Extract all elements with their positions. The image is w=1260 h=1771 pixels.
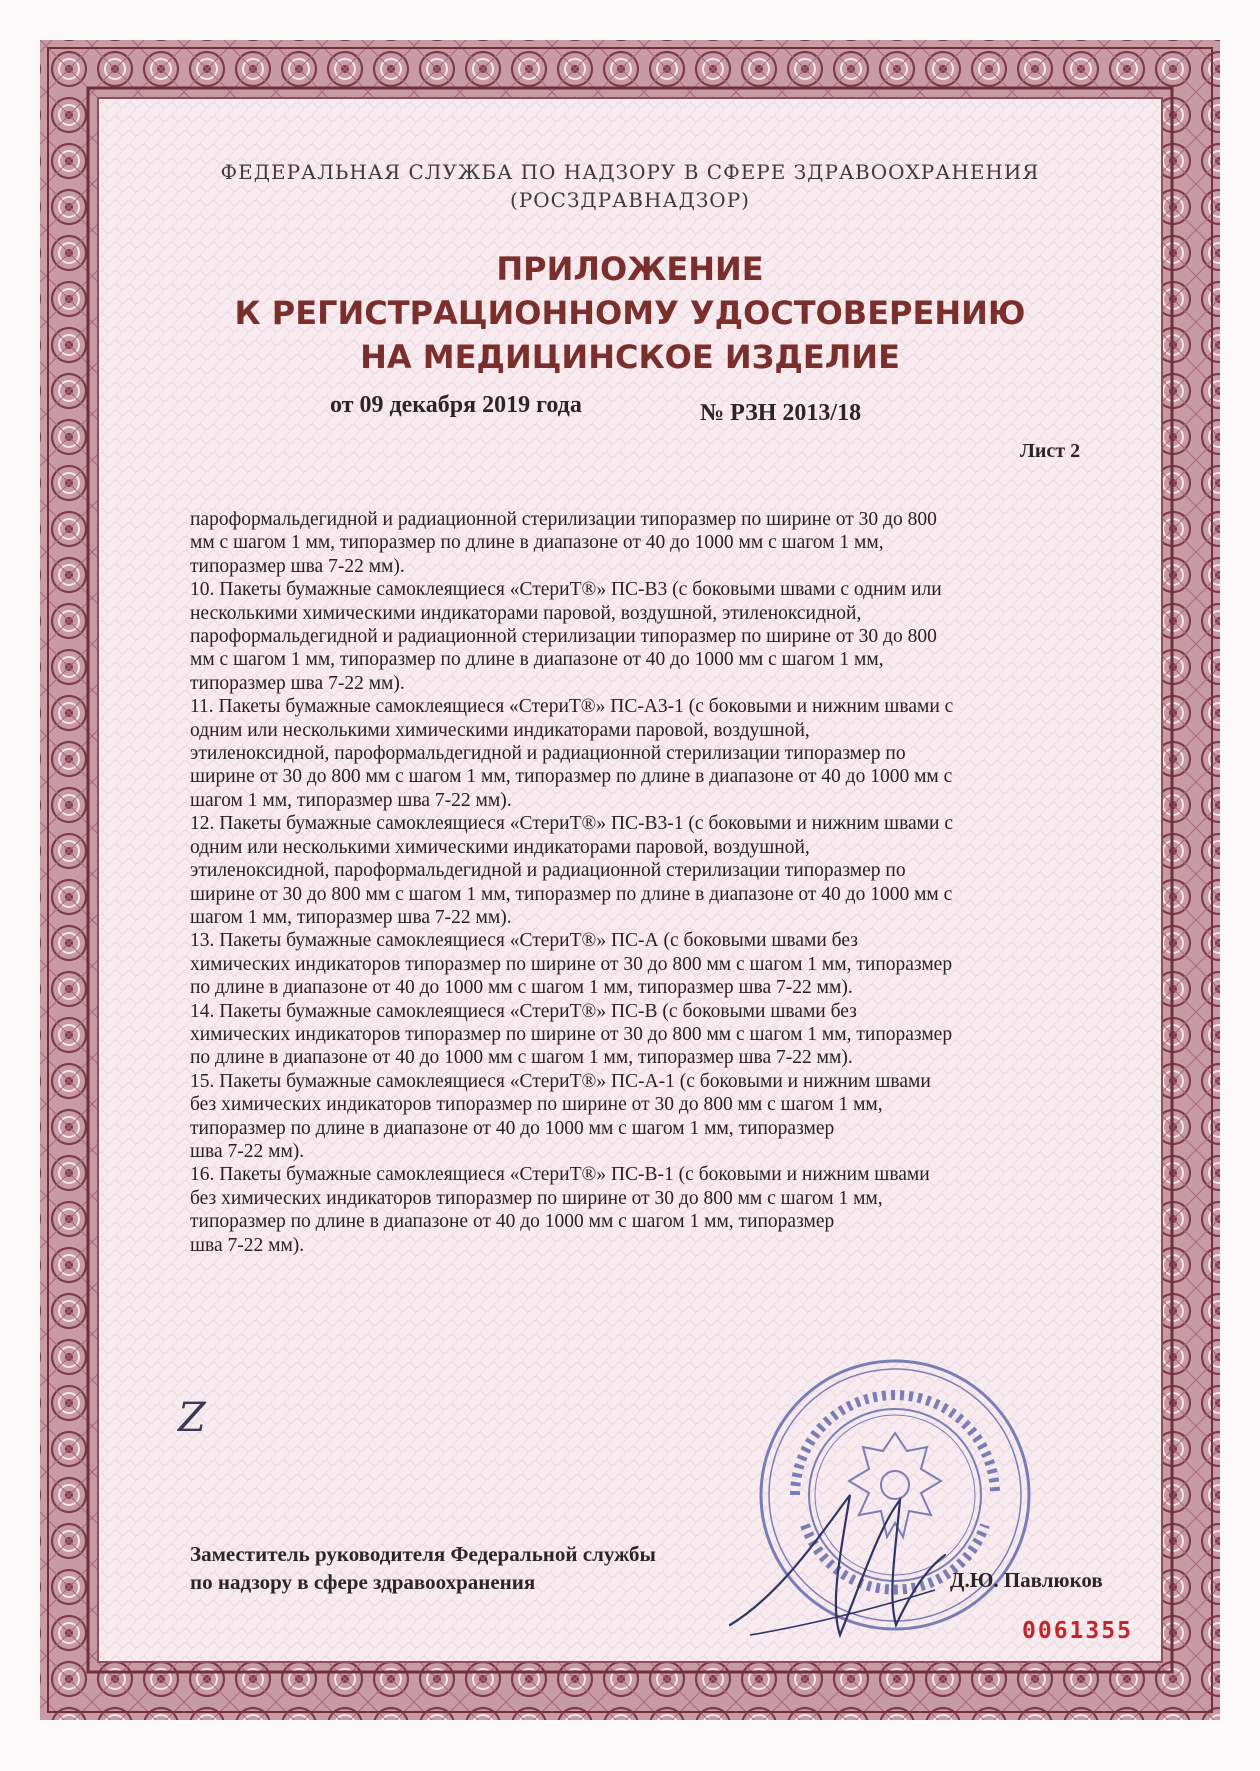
paragraph-item-15: 15. Пакеты бумажные самоклеящиеся «СтериТ®» ПС-А-1 (с боковыми и нижним швами без химических индикаторов типоразмер по ширине от 30 до 800 мм с шагом 1 мм, типоразмер по длине в диапазоне от 40 до 1000 мм с шагом 1 мм, типоразмер шва 7-22 мм). [190, 1070, 931, 1162]
document-title-line1: ПРИЛОЖЕНИЕ [496, 250, 764, 288]
paragraph-item-16: 16. Пакеты бумажные самоклеящиеся «СтериТ®» ПС-В-1 (с боковыми и нижним швами без химических индикаторов типоразмер по ширине от 30 до 800 мм с шагом 1 мм, типоразмер по длине в диапазоне от 40 до 1000 мм с шагом 1 мм, типоразмер шва 7-22 мм). [190, 1164, 930, 1256]
document-title-line2: К РЕГИСТРАЦИОННОМУ УДОСТОВЕРЕНИЮ [234, 294, 1026, 332]
signature-scribble [720, 1475, 960, 1655]
handwritten-mark: Z [178, 1395, 206, 1441]
paragraph-item-12: 12. Пакеты бумажные самоклеящиеся «СтериТ®» ПС-В3-1 (с боковыми и нижним швами с одним или несколькими химическими индикаторами паровой, воздушной, этиленоксидной, пароформальдегидной и радиационной стерилизации типоразмер по ширине от 30 до 800 мм с шагом 1 мм, типоразмер по длине в диапазоне от 40 до 1000 мм с шагом 1 мм, типоразмер шва 7-22 мм). [190, 813, 953, 928]
paragraph-item-10: 10. Пакеты бумажные самоклеящиеся «СтериТ®» ПС-В3 (с боковыми швами с одним или несколькими химическими индикаторами паровой, воздушной, этиленоксидной, пароформальдегидной и радиационной стерилизации типоразмер по ширине от 30 до 800 мм с шагом 1 мм, типоразмер по длине в диапазоне от 40 до 1000 мм с шагом 1 мм, типоразмер шва 7-22 мм). [190, 579, 942, 694]
paragraph-continuation: пароформальдегидной и радиационной стерилизации типоразмер по ширине от 30 до 800 мм с шагом 1 мм, типоразмер по длине в диапазоне от 40 до 1000 мм с шагом 1 мм, типоразмер шва 7-22 мм). [190, 509, 937, 577]
agency-abbreviation: (РОСЗДРАВНАДЗОР) [510, 188, 750, 212]
agency-name: ФЕДЕРАЛЬНАЯ СЛУЖБА ПО НАДЗОРУ В СФЕРЕ ЗДРАВООХРАНЕНИЯ [220, 160, 1040, 184]
paragraph-item-13: 13. Пакеты бумажные самоклеящиеся «СтериТ®» ПС-А (с боковыми швами без химических индикаторов типоразмер по ширине от 30 до 800 мм с шагом 1 мм, типоразмер по длине в диапазоне от 40 до 1000 мм с шагом 1 мм, типоразмер шва 7-22 мм). [190, 930, 953, 999]
signatory-position-line1: Заместитель руководителя Федеральной службы [190, 1542, 656, 1566]
signatory-position-line2: по надзору в сфере здравоохранения [190, 1570, 536, 1594]
signatory-name: Д.Ю. Павлюков [950, 1568, 1103, 1592]
paragraph-item-14: 14. Пакеты бумажные самоклеящиеся «СтериТ®» ПС-В (с боковыми швами без химических индикаторов типоразмер по ширине от 30 до 800 мм с шагом 1 мм, типоразмер по длине в диапазоне от 40 до 1000 мм с шагом 1 мм, типоразмер шва 7-22 мм). [190, 1000, 953, 1069]
issue-date: от 09 декабря 2019 года [330, 392, 582, 418]
document-title-line3: НА МЕДИЦИНСКОЕ ИЗДЕЛИЕ [360, 338, 900, 376]
registration-number: № РЗН 2013/18 [700, 400, 862, 426]
sheet-number: Лист 2 [1020, 440, 1081, 462]
document-body [190, 508, 1145, 1257]
signatory-position [190, 1540, 656, 1596]
serial-number: 0061355 [1022, 1618, 1133, 1644]
paragraph-item-11: 11. Пакеты бумажные самоклеящиеся «СтериТ®» ПС-А3-1 (с боковыми и нижним швами с одним или несколькими химическими индикаторами паровой, воздушной, этиленоксидной, пароформальдегидной и радиационной стерилизации типоразмер по ширине от 30 до 800 мм с шагом 1 мм, типоразмер по длине в диапазоне от 40 до 1000 мм с шагом 1 мм, типоразмер шва 7-22 мм). [190, 696, 954, 811]
